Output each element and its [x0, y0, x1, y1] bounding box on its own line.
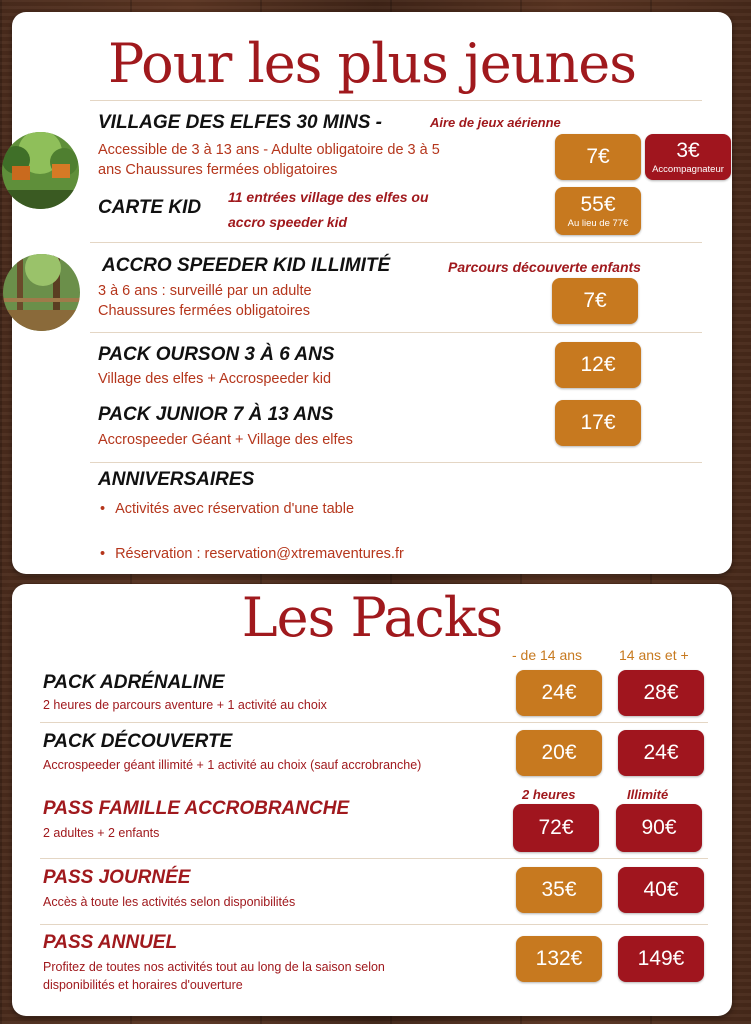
pass-annuel-desc-line1: Profitez de toutes nos activités tout au long de la saison selon	[43, 960, 385, 974]
accro-kid-desc-line1: 3 à 6 ans : surveillé par un adulte	[98, 283, 312, 299]
pass-famille-title: PASS FAMILLE ACCROBRANCHE	[43, 798, 350, 819]
pass-journee-title: PASS JOURNÉE	[43, 867, 191, 888]
pass-famille-price-2h	[513, 804, 599, 852]
divider	[90, 100, 702, 101]
pass-famille-price-illimite	[616, 804, 702, 852]
pack-decouverte-price-over	[618, 730, 704, 776]
pack-junior-title: PACK JUNIOR 7 À 13 ANS	[98, 404, 334, 425]
pass-annuel-desc-line2: disponibilités et horaires d'ouverture	[43, 978, 243, 992]
divider	[40, 722, 708, 723]
pack-adrenaline-title: PACK ADRÉNALINE	[43, 672, 225, 693]
pack-decouverte-title: PACK DÉCOUVERTE	[43, 731, 233, 752]
young-section-card	[12, 12, 732, 574]
carte-kid-old-price: Au lieu de 77€	[567, 218, 629, 229]
village-desc-line1: Accessible de 3 à 13 ans - Adulte obligatoire de 3 à 5	[98, 142, 440, 158]
pack-junior-desc: Accrospeeder Géant + Village des elfes	[98, 432, 353, 448]
pass-annuel-price-under	[516, 936, 602, 982]
pack-decouverte-price-over-value: 24€	[643, 741, 679, 764]
village-desc-line2: ans Chaussures fermées obligatoires	[98, 162, 338, 178]
carte-kid-title: CARTE KID	[98, 197, 202, 218]
divider	[90, 242, 702, 243]
pack-adrenaline-price-over	[618, 670, 704, 716]
carte-kid-note-line1: 11 entrées village des elfes ou	[228, 189, 429, 205]
young-section-title: Pour les plus jeunes	[108, 32, 636, 95]
famille-label-illimite: Illimité	[627, 787, 669, 802]
pack-adrenaline-desc: 2 heures de parcours aventure + 1 activité au choix	[43, 698, 327, 712]
pack-ourson-price: 12€	[580, 353, 616, 376]
pass-famille-price-illimite-value: 90€	[641, 816, 677, 839]
divider	[40, 924, 708, 925]
famille-label-2h: 2 heures	[522, 787, 576, 802]
pass-journee-price-under-value: 35€	[541, 878, 577, 901]
pass-journee-price-under	[516, 867, 602, 913]
village-elfes-photo	[2, 132, 79, 209]
divider	[90, 332, 702, 333]
pass-famille-price-2h-value: 72€	[538, 816, 574, 839]
pack-adrenaline-price-under	[516, 670, 602, 716]
pass-journee-price-over-value: 40€	[643, 878, 679, 901]
pack-decouverte-price-under	[516, 730, 602, 776]
pack-decouverte-desc: Accrospeeder géant illimité + 1 activité au choix (sauf accrobranche)	[43, 758, 422, 772]
pass-annuel-price-over-value: 149€	[637, 947, 685, 970]
packs-section-card	[12, 584, 732, 1016]
village-price-badge	[555, 134, 641, 180]
village-companion-label: Accompagnateur	[652, 164, 724, 175]
pass-annuel-price-under-value: 132€	[535, 947, 583, 970]
pass-annuel-title: PASS ANNUEL	[43, 932, 178, 953]
packs-section-title: Les Packs	[241, 586, 503, 649]
village-note: Aire de jeux aérienne	[430, 115, 561, 130]
anniversaires-bullet-table: • Activités avec réservation d'une table	[100, 501, 354, 517]
pack-decouverte-price-under-value: 20€	[541, 741, 577, 764]
column-14-plus: 14 ans et +	[619, 647, 689, 663]
pass-annuel-price-over	[618, 936, 704, 982]
pack-adrenaline-price-over-value: 28€	[643, 681, 679, 704]
accro-speeder-photo	[3, 254, 80, 331]
carte-kid-price: 55€	[580, 193, 616, 216]
divider	[40, 858, 708, 859]
village-companion-badge	[645, 134, 731, 180]
carte-kid-note-line2: accro speeder kid	[228, 214, 348, 230]
anniversaires-bullet-reservation: • Réservation : reservation@xtremaventures.fr	[100, 546, 404, 562]
accro-kid-desc-line2: Chaussures fermées obligatoires	[98, 303, 310, 319]
pass-journee-price-over	[618, 867, 704, 913]
village-companion-price: 3€	[676, 139, 700, 162]
village-title: VILLAGE DES ELFES 30 MINS -	[98, 112, 382, 133]
anniversaires-title: ANNIVERSAIRES	[98, 469, 255, 490]
divider	[90, 462, 702, 463]
pack-ourson-price-badge	[555, 342, 641, 388]
accro-kid-note: Parcours découverte enfants	[448, 259, 641, 275]
village-price: 7€	[586, 145, 610, 168]
pack-junior-price-badge	[555, 400, 641, 446]
accro-kid-title: ACCRO SPEEDER KID ILLIMITÉ	[102, 255, 391, 276]
pack-junior-price: 17€	[580, 411, 616, 434]
pass-famille-desc: 2 adultes + 2 enfants	[43, 826, 160, 840]
pass-journee-desc: Accès à toute les activités selon disponibilités	[43, 895, 296, 909]
column-under-14: - de 14 ans	[512, 647, 583, 663]
accro-kid-price: 7€	[583, 289, 607, 312]
carte-kid-price-badge	[555, 187, 641, 235]
accro-kid-price-badge	[552, 278, 638, 324]
pack-adrenaline-price-under-value: 24€	[541, 681, 577, 704]
pack-ourson-title: PACK OURSON 3 À 6 ANS	[98, 344, 335, 365]
pack-ourson-desc: Village des elfes + Accrospeeder kid	[98, 371, 332, 387]
